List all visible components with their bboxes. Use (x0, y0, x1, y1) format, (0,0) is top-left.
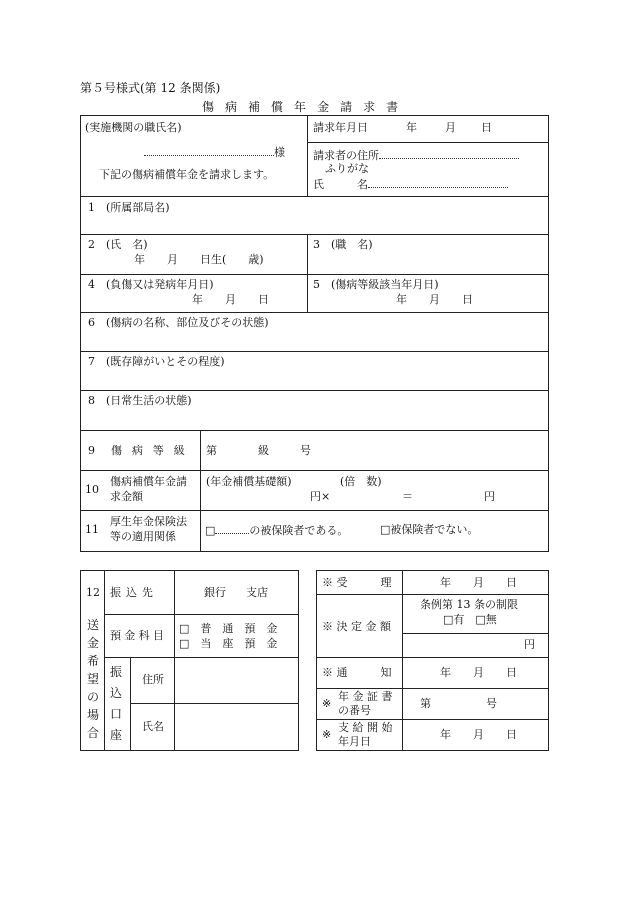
bank-label: 銀行 (204, 586, 226, 599)
cert-mark: ※ (322, 697, 332, 710)
restriction-options[interactable]: □有 □無 (443, 613, 497, 626)
sama-label: 様 (274, 146, 285, 159)
payee-label: 振込先 (110, 586, 158, 599)
grade-dai: 第 (206, 444, 217, 457)
ordinary-deposit-option[interactable]: □ 普 通 預 金 (179, 622, 278, 635)
request-date-label: 請求年月日 (313, 121, 368, 134)
item-11-number: 11 (85, 523, 99, 536)
item-7: 7 (既存障がいとその程度) (88, 355, 225, 368)
received-date: 年 月 日 (440, 576, 517, 589)
item-2: 2 (氏 名) (88, 238, 148, 251)
item-9-label: 傷病等級 (111, 444, 195, 457)
account-type-label: 預金科目 (110, 629, 168, 642)
cert-label-1: 年 金 証 書 (338, 690, 393, 703)
received-label: ※ 受 理 (322, 576, 392, 589)
name-field[interactable] (313, 177, 508, 192)
total-yen: 円 (484, 490, 495, 503)
notice-label: ※ 通 知 (322, 666, 392, 679)
account-side-label: 振 込 口 座 (110, 665, 123, 742)
start-label-1: 支 給 開 始 (338, 721, 393, 734)
yen-times: 円× (310, 490, 331, 503)
request-year: 年 (406, 121, 417, 134)
decided-amount-yen: 円 (524, 638, 535, 651)
address-field[interactable] (313, 148, 519, 163)
request-text: 下記の傷病補償年金を請求します。 (99, 168, 275, 181)
birth-date: 年 月 日生( 歳) (134, 253, 264, 266)
request-month: 月 (445, 121, 456, 134)
org-label: (実施機関の職氏名) (85, 121, 182, 134)
restriction-title: 条例第 13 条の制限 (420, 598, 518, 611)
injury-date: 年 月 日 (192, 293, 269, 306)
cert-number: 第 号 (420, 697, 497, 710)
not-insured-option[interactable]: □被保険者でない。 (380, 523, 479, 536)
start-label-2: 年月日 (338, 735, 371, 748)
start-mark: ※ (322, 728, 332, 741)
furigana-label: ふりがな (325, 162, 369, 175)
decided-amount-label: ※ 決 定 金 額 (322, 620, 391, 633)
notice-date: 年 月 日 (440, 666, 517, 679)
grade-kyu: 級 (258, 444, 269, 457)
form-title: 傷 病 補 償 年 金 請 求 書 (202, 100, 402, 114)
item-11-label-1: 厚生年金保険法 (110, 515, 187, 528)
item-5: 5 (傷病等級該当年月日) (313, 278, 439, 291)
item-10-number: 10 (85, 483, 99, 496)
item-9-number: 9 (88, 444, 95, 457)
item-10-label-1: 傷病補償年金請 (110, 475, 187, 488)
grade-date: 年 月 日 (396, 293, 473, 306)
item-3: 3 (職 名) (313, 238, 373, 251)
item-11-label-2: 等の適用関係 (110, 530, 176, 543)
form-number: 第５号様式(第 12 条関係) (80, 81, 221, 95)
account-name-label: 氏名 (142, 720, 164, 733)
item-1: 1 (所属部局名) (88, 201, 170, 214)
transfer-number: 12 (86, 586, 100, 599)
branch-label: 支店 (246, 586, 268, 599)
request-day: 日 (481, 121, 492, 134)
account-address-label: 住所 (142, 673, 164, 686)
name-label: 氏 名 (313, 178, 368, 191)
cert-label-2: の番号 (338, 704, 371, 717)
transfer-side-label: 送 金 希 望 の 場 合 (87, 618, 100, 740)
multiplier-label: (倍 数) (340, 475, 382, 488)
insured-checkbox-icon: □ (205, 524, 216, 537)
org-name-field[interactable] (144, 145, 285, 160)
item-10-label-2: 求金額 (110, 490, 143, 503)
insured-option[interactable]: □ の被保険者である。 (205, 524, 349, 537)
current-deposit-option[interactable]: □ 当 座 預 金 (179, 637, 278, 650)
address-label: 請求者の住所 (313, 149, 379, 162)
grade-go: 号 (300, 444, 311, 457)
item-8: 8 (日常生活の状態) (88, 394, 192, 407)
item-4: 4 (負傷又は発病年月日) (88, 278, 214, 291)
start-date: 年 月 日 (440, 728, 517, 741)
basic-amount-label: (年金補償基礎額) (206, 475, 292, 488)
equals-sign: ＝ (402, 490, 413, 503)
item-6: 6 (傷病の名称、部位及びその状態) (88, 316, 269, 329)
